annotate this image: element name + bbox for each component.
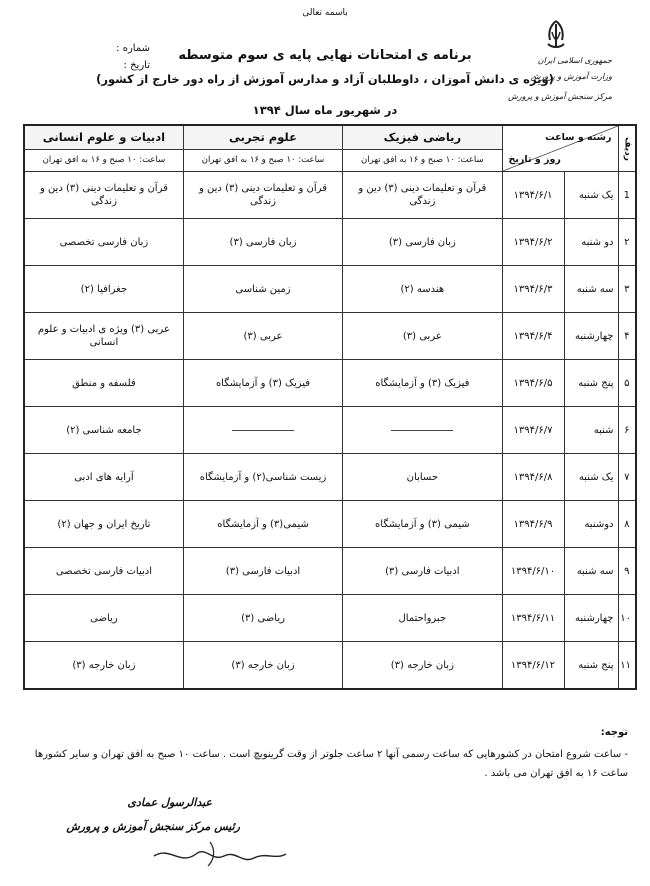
date-cell: ۱۳۹۴/۶/۱ [502, 172, 564, 219]
row-number-cell: ۸ [618, 501, 636, 548]
day-cell: سه شنبه [564, 266, 618, 313]
table-row [24, 360, 636, 407]
experimental-science-subject-cell: زیست شناسی(۲) و آزمایشگاه [183, 454, 342, 501]
row-number-cell: ۵ [618, 360, 636, 407]
math-physics-subject-cell: فیزیک (۳) و آزمایشگاه [343, 360, 502, 407]
math-physics-subject-cell: هندسه (۲) [343, 266, 502, 313]
date-cell: ۱۳۹۴/۶/۷ [502, 407, 564, 454]
row-number-cell: ۶ [618, 407, 636, 454]
math-physics-subject-cell: عربی (۳) [343, 313, 502, 360]
experimental-science-subject-cell: قرآن و تعلیمات دینی (۳) دین و زندگی [183, 172, 342, 219]
page-subtitle: (ویژه ی دانش آموزان ، داوطلبان آزاد و مدارس آموزش از راه دور خارج از کشور) [96, 72, 554, 86]
math-physics-subject-cell: جبرواحتمال [343, 595, 502, 642]
table-row [24, 642, 636, 690]
table-row [24, 266, 636, 313]
note-label: توجه: [600, 727, 628, 738]
math-physics-subject-cell: قرآن و تعلیمات دینی (۳) دین و زندگی [343, 172, 502, 219]
table-row [24, 595, 636, 642]
humanities-subject-cell: عربی (۳) ویژه ی ادبیات و علوم انسانی [24, 313, 183, 360]
bismillah-text: باسمه تعالی [302, 8, 348, 18]
corner-header [502, 125, 618, 172]
note-text: - ساعت شروع امتحان در کشورهایی که ساعت رسمی آنها ۲ ساعت جلوتر از وقت گرینویچ است . ساعت ۱۰ صبح به افق تهران و سایر کشورها ساعت ۱۶ به افق تهران می باشد . [34, 749, 628, 779]
row-number-cell: ۷ [618, 454, 636, 501]
math-physics-subject-cell: زبان فارسی (۳) [343, 219, 502, 266]
experimental-science-subject-cell: ریاضی (۳) [183, 595, 342, 642]
math-physics-subject-cell: زبان خارجه (۳) [343, 642, 502, 690]
group-header-math: ریاضی فیزیک [343, 125, 502, 150]
empty-slot-line [391, 429, 453, 431]
table-row [24, 501, 636, 548]
day-cell: دوشنبه [564, 501, 618, 548]
date-cell: ۱۳۹۴/۶/۱۱ [502, 595, 564, 642]
row-number-cell: ۹ [618, 548, 636, 595]
number-label: شماره : [116, 43, 150, 54]
signatory-name: عبدالرسول عمادی [127, 796, 212, 809]
page-title: برنامه ی امتحانات نهایی پایه ی سوم متوسطه [178, 48, 472, 63]
signatory-title: رئیس مرکز سنجش آموزش و پرورش [66, 820, 240, 833]
row-number-cell: ۱۱ [618, 642, 636, 690]
org-line-1: جمهوری اسلامی ایران [537, 56, 612, 65]
group-header-science: علوم تجربی [183, 125, 342, 150]
experimental-science-subject-cell [183, 407, 342, 454]
date-cell: ۱۳۹۴/۶/۸ [502, 454, 564, 501]
date-cell: ۱۳۹۴/۶/۳ [502, 266, 564, 313]
day-cell: چهارشنبه [564, 595, 618, 642]
day-cell: پنج شنبه [564, 642, 618, 690]
humanities-subject-cell: جغرافیا (۲) [24, 266, 183, 313]
date-cell: ۱۳۹۴/۶/۲ [502, 219, 564, 266]
day-cell: دو شنبه [564, 219, 618, 266]
org-line-2: وزارت آموزش و پرورش [530, 72, 612, 81]
humanities-subject-cell: جامعه شناسی (۲) [24, 407, 183, 454]
row-number-cell: ۳ [618, 266, 636, 313]
date-label: تاریخ : [123, 60, 150, 71]
corner-bottom-label: روز و تاریخ [508, 153, 561, 165]
math-physics-subject-cell: ادبیات فارسی (۳) [343, 548, 502, 595]
row-number-header: ردیف [618, 125, 636, 172]
humanities-subject-cell: ریاضی [24, 595, 183, 642]
table-row [24, 172, 636, 219]
experimental-science-subject-cell: زمین شناسی [183, 266, 342, 313]
time-header-science: ساعت: ۱۰ صبح و ۱۶ به افق تهران [183, 150, 342, 172]
table-row [24, 407, 636, 454]
handwritten-signature [150, 836, 290, 870]
row-number-cell: 1 [618, 172, 636, 219]
row-number-cell: ۲ [618, 219, 636, 266]
corner-top-label: رشته و ساعت [545, 132, 612, 143]
math-physics-subject-cell: حسابان [343, 454, 502, 501]
time-header-humanities: ساعت: ۱۰ صبح و ۱۶ به افق تهران [24, 150, 183, 172]
experimental-science-subject-cell: فیزیک (۳) و آزمایشگاه [183, 360, 342, 407]
org-line-3: مرکز سنجش آموزش و پرورش [508, 92, 612, 101]
empty-slot-line [232, 429, 294, 431]
exam-schedule-table [23, 124, 637, 690]
date-cell: ۱۳۹۴/۶/۹ [502, 501, 564, 548]
experimental-science-subject-cell: ادبیات فارسی (۳) [183, 548, 342, 595]
group-header-humanities: ادبیات و علوم انسانی [24, 125, 183, 150]
table-row [24, 548, 636, 595]
humanities-subject-cell: قرآن و تعلیمات دینی (۳) دین و زندگی [24, 172, 183, 219]
day-cell: پنج شنبه [564, 360, 618, 407]
row-number-cell: ۴ [618, 313, 636, 360]
humanities-subject-cell: ادبیات فارسی تخصصی [24, 548, 183, 595]
experimental-science-subject-cell: زبان خارجه (۳) [183, 642, 342, 690]
humanities-subject-cell: زبان فارسی تخصصی [24, 219, 183, 266]
day-cell: شنبه [564, 407, 618, 454]
math-physics-subject-cell: شیمی (۳) و آزمایشگاه [343, 501, 502, 548]
experimental-science-subject-cell: شیمی(۳) و آزمایشگاه [183, 501, 342, 548]
humanities-subject-cell: زبان خارجه (۳) [24, 642, 183, 690]
experimental-science-subject-cell: عربی (۳) [183, 313, 342, 360]
day-cell: سه شنبه [564, 548, 618, 595]
experimental-science-subject-cell: زبان فارسی (۳) [183, 219, 342, 266]
math-physics-subject-cell [343, 407, 502, 454]
table-row [24, 219, 636, 266]
table-row [24, 313, 636, 360]
table-row [24, 454, 636, 501]
humanities-subject-cell: آرایه های ادبی [24, 454, 183, 501]
row-number-cell: ۱۰ [618, 595, 636, 642]
day-cell: چهارشنبه [564, 313, 618, 360]
date-cell: ۱۳۹۴/۶/۵ [502, 360, 564, 407]
day-cell: یک شنبه [564, 172, 618, 219]
date-cell: ۱۳۹۴/۶/۴ [502, 313, 564, 360]
humanities-subject-cell: تاریخ ایران و جهان (۲) [24, 501, 183, 548]
humanities-subject-cell: فلسفه و منطق [24, 360, 183, 407]
date-cell: ۱۳۹۴/۶/۱۰ [502, 548, 564, 595]
exam-date-line: در شهریور ماه سال ۱۳۹۴ [252, 103, 398, 117]
date-cell: ۱۳۹۴/۶/۱۲ [502, 642, 564, 690]
iran-emblem-icon [540, 18, 572, 52]
time-header-math: ساعت: ۱۰ صبح و ۱۶ به افق تهران [343, 150, 502, 172]
day-cell: یک شنبه [564, 454, 618, 501]
